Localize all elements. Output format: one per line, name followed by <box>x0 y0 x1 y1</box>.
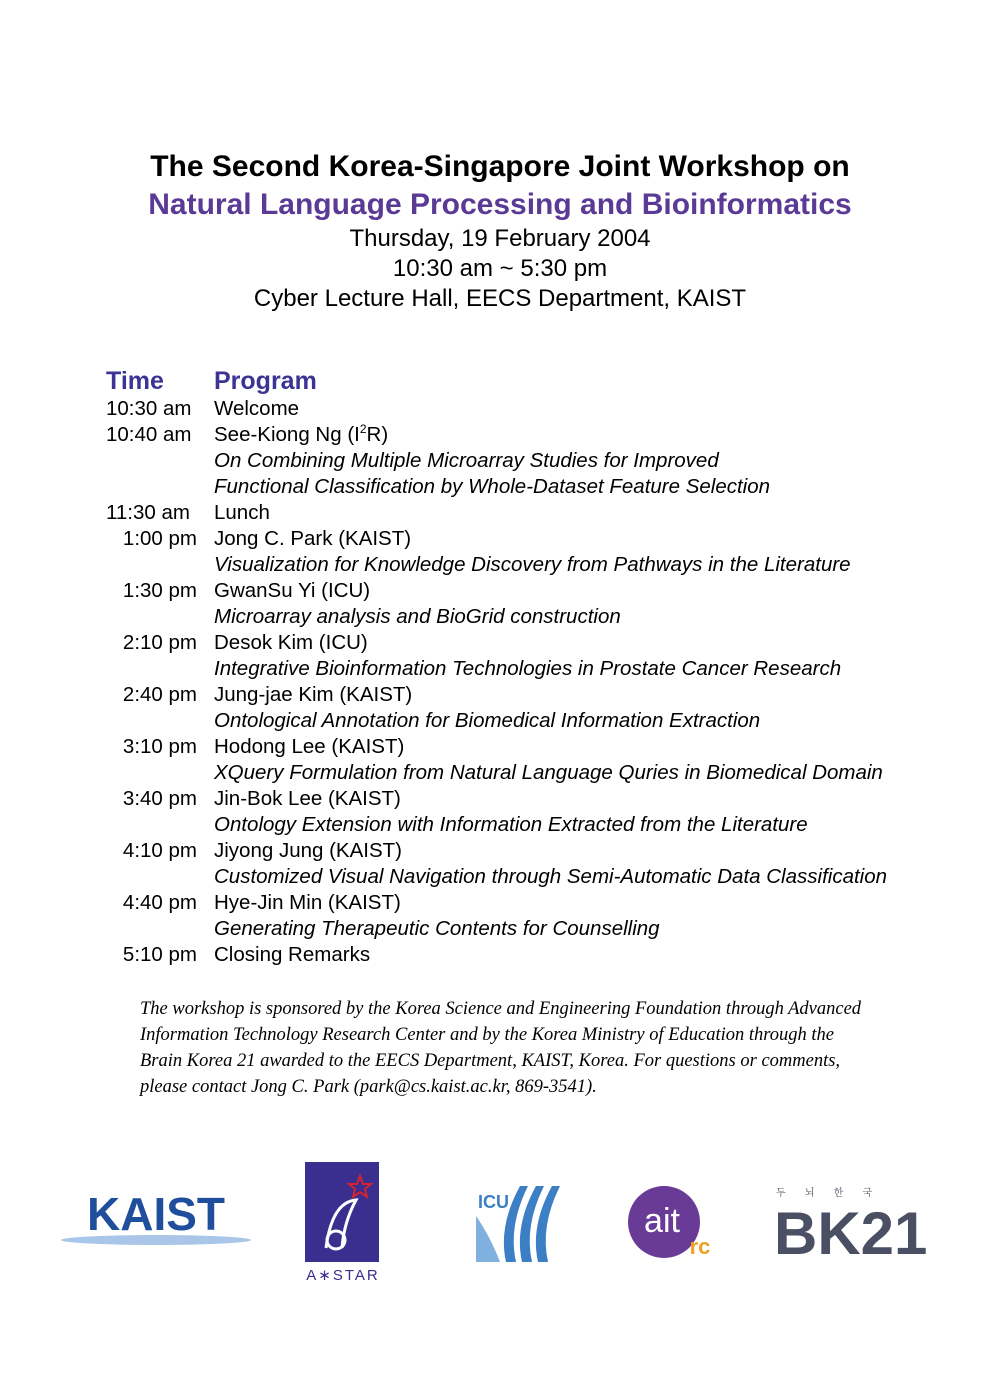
astar-logo-text: A∗STAR <box>306 1267 380 1284</box>
schedule-row <box>106 786 986 812</box>
schedule-row <box>106 630 986 656</box>
schedule-row <box>106 500 986 526</box>
schedule-row <box>106 682 986 708</box>
event-subtitle: Natural Language Processing and Bioinformatics <box>148 188 852 221</box>
schedule-item: Closing Remarks <box>214 943 371 966</box>
bk21-korean-text: 두 뇌 한 국 <box>776 1188 881 1199</box>
bk21-logo <box>774 1184 928 1260</box>
schedule-row <box>106 578 986 604</box>
talk-title: Functional Classification by Whole-Dataset Feature Selection <box>214 475 771 498</box>
program-rows <box>106 396 986 968</box>
speaker-name-part: R) <box>366 423 389 446</box>
event-title: The Second Korea-Singapore Joint Workshop on <box>150 150 850 183</box>
time-column-header: Time <box>106 367 164 395</box>
sponsor-note <box>140 996 920 1100</box>
program-schedule <box>106 366 986 968</box>
icu-logo <box>476 1186 566 1262</box>
talk-title-row <box>106 656 986 682</box>
schedule-item: Jin-Bok Lee (KAIST) <box>214 787 401 810</box>
schedule-time: 3:40 pm <box>122 787 197 810</box>
speaker-name-part: See-Kiong Ng (I <box>214 423 360 446</box>
schedule-item: Jong C. Park (KAIST) <box>214 527 412 550</box>
talk-title-row <box>106 812 986 838</box>
talk-title: Generating Therapeutic Contents for Counselling <box>214 917 660 940</box>
schedule-item: Lunch <box>214 501 270 524</box>
schedule-row <box>106 942 986 968</box>
event-time: 10:30 am ~ 5:30 pm <box>392 255 608 282</box>
event-header <box>0 148 1000 314</box>
schedule-row <box>106 396 986 422</box>
schedule-item: GwanSu Yi (ICU) <box>214 579 371 602</box>
sponsor-line: Brain Korea 21 awarded to the EECS Department, KAIST, Korea. For questions or comments, <box>140 1051 841 1071</box>
talk-title-row <box>106 552 986 578</box>
talk-title-row <box>106 448 986 474</box>
talk-title: On Combining Multiple Microarray Studies for Improved <box>214 449 719 472</box>
talk-title-row <box>106 760 986 786</box>
kaist-logo-text: KAIST <box>87 1188 225 1240</box>
talk-title: Customized Visual Navigation through Semi-Automatic Data Classification <box>214 865 888 888</box>
schedule-time: 1:30 pm <box>122 579 197 602</box>
speaker-name-superscript: 2 <box>359 422 367 437</box>
talk-title-row <box>106 604 986 630</box>
kaist-logo <box>60 1188 252 1252</box>
talk-title: XQuery Formulation from Natural Language Quries in Biomedical Domain <box>214 761 883 784</box>
schedule-time: 10:40 am <box>106 423 192 446</box>
schedule-item: Hye-Jin Min (KAIST) <box>214 891 401 914</box>
program-column-header: Program <box>214 367 317 395</box>
talk-title: Visualization for Knowledge Discovery from Pathways in the Literature <box>214 553 851 576</box>
schedule-row <box>106 422 986 448</box>
sponsor-line: The workshop is sponsored by the Korea Science and Engineering Foundation through Advanced <box>140 999 862 1019</box>
aitrc-logo-subtext: rc <box>689 1234 711 1259</box>
event-venue: Cyber Lecture Hall, EECS Department, KAIST <box>253 285 747 312</box>
schedule-row <box>106 734 986 760</box>
schedule-item: Jiyong Jung (KAIST) <box>214 839 402 862</box>
sponsor-logos <box>0 1150 1000 1290</box>
bk21-logo-text: BK21 <box>774 1200 928 1260</box>
schedule-time: 10:30 am <box>106 397 192 420</box>
schedule-time: 2:40 pm <box>122 683 197 706</box>
aitrc-logo-text: ait <box>644 1202 680 1240</box>
talk-title-row <box>106 864 986 890</box>
schedule-time: 4:40 pm <box>122 891 197 914</box>
talk-title: Ontological Annotation for Biomedical Information Extraction <box>214 709 761 732</box>
sponsor-line: please contact Jong C. Park (park@cs.kaist.ac.kr, 869-3541). <box>140 1077 597 1097</box>
schedule-item: Hodong Lee (KAIST) <box>214 735 405 758</box>
schedule-time: 5:10 pm <box>122 943 197 966</box>
talk-title: Integrative Bioinformation Technologies in Prostate Cancer Research <box>214 657 842 680</box>
talk-title: Ontology Extension with Information Extracted from the Literature <box>214 813 808 836</box>
schedule-time: 1:00 pm <box>122 527 197 550</box>
schedule-item: Welcome <box>214 397 300 420</box>
schedule-row <box>106 838 986 864</box>
schedule-time: 2:10 pm <box>122 631 197 654</box>
speaker-name <box>214 422 388 448</box>
astar-logo <box>298 1162 388 1286</box>
schedule-time: 4:10 pm <box>122 839 197 862</box>
talk-title-row <box>106 916 986 942</box>
aitrc-logo <box>626 1184 718 1264</box>
schedule-row <box>106 890 986 916</box>
talk-title-row <box>106 708 986 734</box>
icu-logo-text: ICU <box>478 1192 509 1212</box>
schedule-time: 11:30 am <box>106 501 190 524</box>
talk-title: Microarray analysis and BioGrid construction <box>214 605 621 628</box>
schedule-time: 3:10 pm <box>122 735 197 758</box>
schedule-item: Desok Kim (ICU) <box>214 631 368 654</box>
sponsor-line: Information Technology Research Center and by the Korea Ministry of Education through the <box>140 1025 835 1045</box>
program-header-row <box>106 366 986 396</box>
talk-title-row <box>106 474 986 500</box>
event-date: Thursday, 19 February 2004 <box>349 225 651 252</box>
schedule-row <box>106 526 986 552</box>
schedule-item: Jung-jae Kim (KAIST) <box>214 683 413 706</box>
